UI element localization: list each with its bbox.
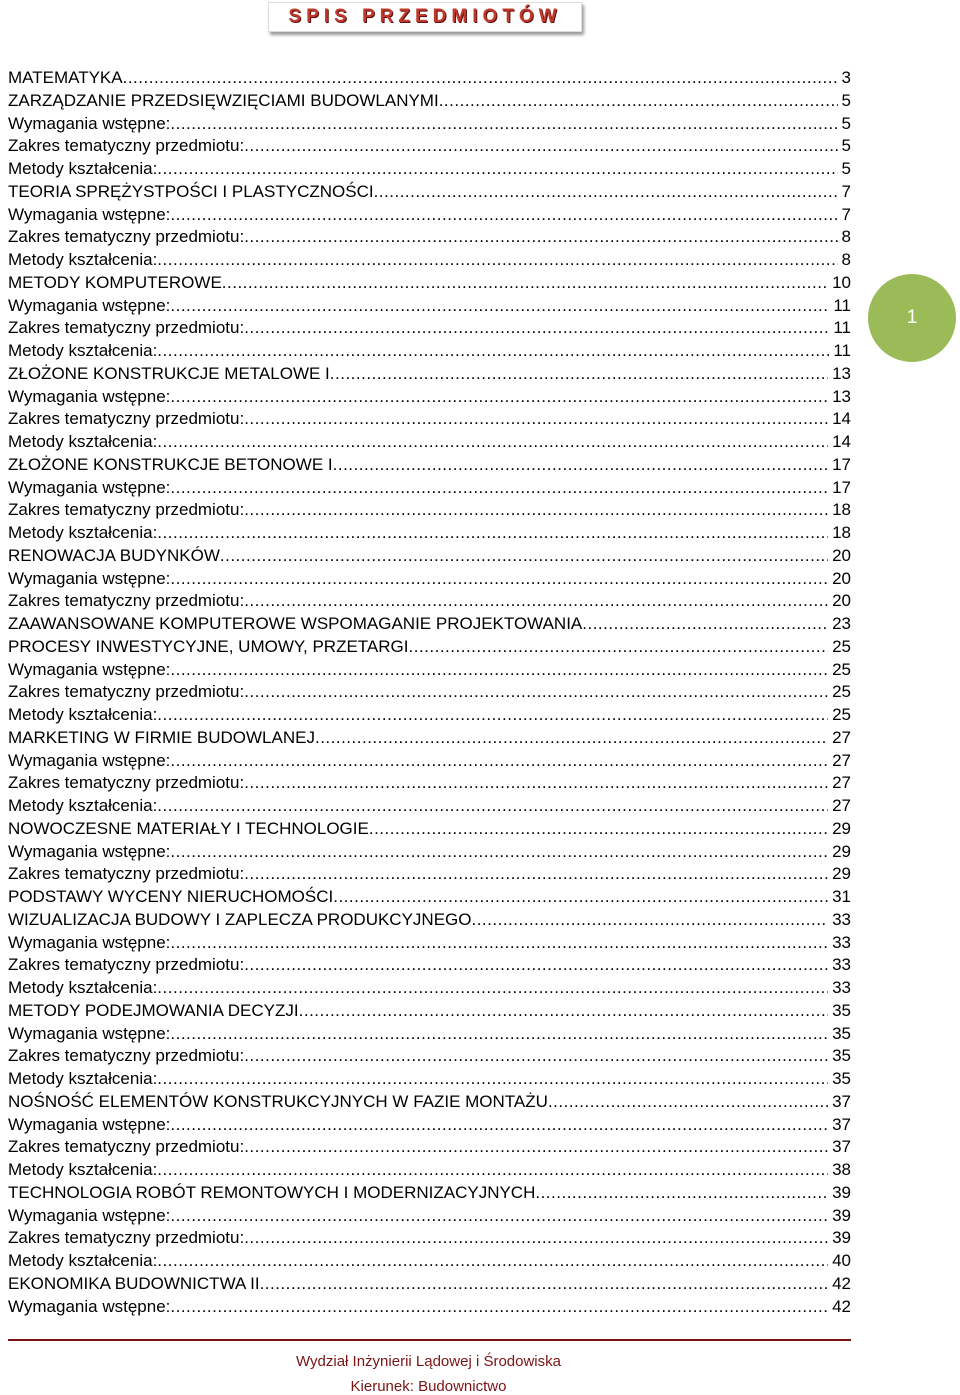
- toc-entry-page: 37: [832, 1137, 851, 1157]
- toc-entry-page: 42: [832, 1296, 851, 1316]
- toc-entry[interactable]: [8, 499, 851, 522]
- toc-dot-leader: [170, 841, 828, 864]
- toc-entry-label: ZŁOŻONE KONSTRUKCJE BETONOWE I: [8, 454, 333, 474]
- page-number-badge: [868, 274, 956, 362]
- toc-dot-leader: [333, 886, 828, 909]
- toc-entry-label: ZŁOŻONE KONSTRUKCJE METALOWE I: [8, 363, 330, 383]
- toc-entry-page: 35: [832, 1023, 851, 1043]
- footer-divider: [8, 1339, 851, 1341]
- toc-dot-leader: [244, 499, 828, 522]
- toc-dot-leader: [157, 431, 828, 454]
- toc-entry[interactable]: [8, 795, 851, 818]
- toc-entry-page: 13: [832, 386, 851, 406]
- toc-entry-page: 39: [832, 1228, 851, 1248]
- toc-entry-page: 33: [832, 955, 851, 975]
- toc-entry-label: Wymagania wstępne:: [8, 1296, 171, 1316]
- toc-dot-leader: [535, 1182, 828, 1205]
- toc-dot-leader: [170, 1023, 828, 1046]
- toc-dot-leader: [170, 932, 828, 955]
- toc-entry[interactable]: [8, 249, 851, 272]
- toc-entry-label: Wymagania wstępne:: [8, 1205, 171, 1225]
- toc-entry[interactable]: [8, 909, 851, 932]
- toc-entry-label: Zakres tematyczny przedmiotu:: [8, 136, 245, 156]
- toc-entry-label: Wymagania wstępne:: [8, 1023, 171, 1043]
- toc-entry[interactable]: [8, 1182, 851, 1205]
- toc-entry-label: Wymagania wstępne:: [8, 568, 171, 588]
- toc-dot-leader: [244, 135, 837, 158]
- toc-entry-page: 7: [841, 181, 851, 201]
- toc-entry-page: 23: [832, 614, 851, 633]
- toc-entry-label: Metody kształcenia:: [8, 978, 158, 997]
- table-of-contents: [8, 67, 851, 1318]
- toc-entry-label: Zakres tematyczny przedmiotu:: [8, 1046, 245, 1066]
- toc-dot-leader: [170, 1296, 828, 1319]
- toc-entry[interactable]: [8, 681, 851, 704]
- toc-entry-page: 13: [832, 363, 851, 383]
- toc-entry-label: Metody kształcenia:: [8, 1160, 158, 1179]
- toc-entry-label: METODY PODEJMOWANIA DECYZJI: [8, 1000, 299, 1020]
- toc-entry-page: 14: [832, 432, 851, 451]
- toc-dot-leader: [170, 113, 837, 136]
- toc-entry-label: Wymagania wstępne:: [8, 113, 171, 133]
- toc-entry-label: Wymagania wstępne:: [8, 295, 171, 315]
- toc-entry[interactable]: [8, 590, 851, 613]
- toc-entry-page: 3: [841, 68, 851, 87]
- toc-entry[interactable]: [8, 568, 851, 591]
- toc-dot-leader: [157, 704, 828, 727]
- toc-entry-page: 37: [832, 1091, 851, 1111]
- toc-dot-leader: [299, 1000, 828, 1023]
- toc-entry[interactable]: [8, 704, 851, 727]
- toc-dot-leader: [170, 659, 828, 682]
- toc-entry[interactable]: [8, 659, 851, 682]
- toc-entry-page: 35: [832, 1069, 851, 1088]
- toc-entry[interactable]: [8, 818, 851, 841]
- toc-dot-leader: [170, 1114, 828, 1137]
- toc-entry-page: 18: [832, 523, 851, 542]
- toc-entry[interactable]: [8, 1159, 851, 1182]
- toc-entry-label: NOŚNOŚĆ ELEMENTÓW KONSTRUKCYJNYCH W FAZIE MONTAŻU: [8, 1091, 548, 1111]
- page-number: 1: [906, 307, 918, 328]
- toc-entry-page: 25: [832, 682, 851, 702]
- toc-entry[interactable]: [8, 977, 851, 1000]
- toc-entry[interactable]: [8, 477, 851, 500]
- toc-entry-page: 20: [832, 568, 851, 588]
- toc-entry-page: 33: [832, 978, 851, 997]
- toc-dot-leader: [244, 954, 828, 977]
- toc-entry-label: ZARZĄDZANIE PRZEDSIĘWZIĘCIAMI BUDOWLANYMI: [8, 90, 439, 110]
- toc-dot-leader: [409, 636, 829, 659]
- toc-entry-label: Zakres tematyczny przedmiotu:: [8, 955, 245, 975]
- toc-entry-label: Wymagania wstępne:: [8, 841, 171, 861]
- toc-entry-page: 38: [832, 1160, 851, 1179]
- toc-entry[interactable]: [8, 1045, 851, 1068]
- toc-entry-page: 5: [841, 136, 851, 156]
- toc-dot-leader: [157, 249, 837, 272]
- toc-entry-label: Zakres tematyczny przedmiotu:: [8, 682, 245, 702]
- toc-dot-leader: [330, 363, 828, 386]
- toc-entry-page: 11: [833, 318, 851, 338]
- toc-entry[interactable]: [8, 1000, 851, 1023]
- toc-entry-label: Wymagania wstępne:: [8, 750, 171, 770]
- toc-entry-label: Metody kształcenia:: [8, 705, 158, 724]
- toc-entry-page: 39: [832, 1205, 851, 1225]
- toc-dot-leader: [157, 977, 828, 1000]
- toc-entry[interactable]: [8, 204, 851, 227]
- toc-entry-label: MATEMATYKA: [8, 68, 123, 87]
- toc-entry-label: PROCESY INWESTYCYJNE, UMOWY, PRZETARGI: [8, 636, 409, 656]
- toc-entry[interactable]: [8, 340, 851, 363]
- toc-entry-label: Wymagania wstępne:: [8, 204, 171, 224]
- toc-entry-label: MARKETING W FIRMIE BUDOWLANEJ: [8, 727, 315, 747]
- toc-entry-label: Wymagania wstępne:: [8, 1114, 171, 1134]
- toc-entry[interactable]: [8, 135, 851, 158]
- toc-entry[interactable]: [8, 1296, 851, 1319]
- toc-dot-leader: [170, 386, 828, 409]
- toc-entry[interactable]: [8, 613, 851, 636]
- toc-entry[interactable]: [8, 932, 851, 955]
- toc-entry[interactable]: [8, 1205, 851, 1228]
- toc-entry-page: 42: [832, 1273, 851, 1293]
- toc-dot-leader: [244, 772, 828, 795]
- toc-dot-leader: [222, 272, 828, 295]
- toc-dot-leader: [170, 1205, 828, 1228]
- toc-entry-label: Zakres tematyczny przedmiotu:: [8, 591, 245, 611]
- toc-entry-page: 27: [832, 727, 851, 747]
- toc-entry[interactable]: [8, 1273, 851, 1296]
- toc-entry-page: 33: [832, 932, 851, 952]
- toc-entry[interactable]: [8, 750, 851, 773]
- toc-dot-leader: [244, 226, 837, 249]
- toc-dot-leader: [157, 340, 829, 363]
- toc-entry-page: 8: [841, 227, 851, 247]
- toc-dot-leader: [220, 545, 828, 568]
- toc-entry[interactable]: [8, 67, 851, 90]
- toc-entry[interactable]: [8, 90, 851, 113]
- toc-entry[interactable]: [8, 772, 851, 795]
- toc-dot-leader: [157, 1250, 828, 1273]
- toc-entry-label: Metody kształcenia:: [8, 250, 158, 269]
- toc-entry-page: 11: [833, 341, 851, 360]
- toc-entry[interactable]: [8, 1114, 851, 1137]
- toc-entry-label: Zakres tematyczny przedmiotu:: [8, 409, 245, 429]
- toc-dot-leader: [244, 1136, 828, 1159]
- toc-entry-page: 5: [841, 113, 851, 133]
- toc-entry-label: Metody kształcenia:: [8, 341, 158, 360]
- toc-entry-page: 17: [832, 454, 851, 474]
- page-title: SPIS PRZEDMIOTÓW: [288, 6, 562, 27]
- toc-dot-leader: [439, 90, 838, 113]
- toc-dot-leader: [157, 1159, 828, 1182]
- toc-entry-page: 35: [832, 1046, 851, 1066]
- toc-entry-page: 27: [832, 773, 851, 793]
- toc-entry-page: 20: [832, 545, 851, 565]
- footer-field-of-study: Kierunek: Budownictwo: [350, 1378, 507, 1395]
- footer-department: Wydział Inżynierii Lądowej i Środowiska: [296, 1353, 561, 1370]
- toc-entry[interactable]: [8, 954, 851, 977]
- toc-entry-page: 39: [832, 1182, 851, 1202]
- toc-entry-page: 18: [832, 500, 851, 520]
- toc-entry-label: Zakres tematyczny przedmiotu:: [8, 864, 245, 884]
- toc-entry-label: Zakres tematyczny przedmiotu:: [8, 227, 245, 247]
- toc-entry-label: Wymagania wstępne:: [8, 932, 171, 952]
- toc-entry-page: 5: [841, 90, 851, 110]
- toc-entry-label: Metody kształcenia:: [8, 432, 158, 451]
- toc-dot-leader: [170, 295, 829, 318]
- toc-entry[interactable]: [8, 1023, 851, 1046]
- toc-dot-leader: [170, 750, 828, 773]
- toc-entry-label: Zakres tematyczny przedmiotu:: [8, 318, 245, 338]
- toc-dot-leader: [170, 204, 837, 227]
- toc-entry-page: 25: [832, 659, 851, 679]
- toc-entry-page: 8: [841, 250, 851, 269]
- toc-entry-page: 10: [832, 272, 851, 292]
- toc-dot-leader: [157, 522, 828, 545]
- toc-entry-label: Metody kształcenia:: [8, 1069, 158, 1088]
- toc-entry[interactable]: [8, 158, 851, 181]
- toc-entry-page: 25: [832, 636, 851, 656]
- toc-entry[interactable]: [8, 1136, 851, 1159]
- toc-entry-page: 17: [832, 477, 851, 497]
- toc-dot-leader: [471, 909, 828, 932]
- toc-entry[interactable]: [8, 408, 851, 431]
- toc-entry-page: 27: [832, 750, 851, 770]
- toc-entry[interactable]: [8, 727, 851, 750]
- toc-entry[interactable]: [8, 636, 851, 659]
- toc-entry-label: WIZUALIZACJA BUDOWY I ZAPLECZA PRODUKCYJNEGO: [8, 909, 472, 929]
- toc-entry-page: 14: [832, 409, 851, 429]
- toc-dot-leader: [244, 863, 828, 886]
- toc-entry[interactable]: [8, 181, 851, 204]
- toc-entry-label: Zakres tematyczny przedmiotu:: [8, 773, 245, 793]
- toc-entry-label: Zakres tematyczny przedmiotu:: [8, 1137, 245, 1157]
- toc-dot-leader: [333, 454, 828, 477]
- toc-entry-label: Wymagania wstępne:: [8, 386, 171, 406]
- toc-entry-label: Zakres tematyczny przedmiotu:: [8, 1228, 245, 1248]
- toc-entry-label: ZAAWANSOWANE KOMPUTEROWE WSPOMAGANIE PROJEKTOWANIA: [8, 614, 583, 633]
- toc-entry-page: 31: [832, 887, 851, 906]
- toc-dot-leader: [244, 681, 828, 704]
- toc-dot-leader: [244, 1227, 828, 1250]
- toc-entry-label: NOWOCZESNE MATERIAŁY I TECHNOLOGIE: [8, 818, 369, 838]
- toc-dot-leader: [244, 1045, 828, 1068]
- toc-entry[interactable]: [8, 522, 851, 545]
- toc-dot-leader: [548, 1091, 828, 1114]
- toc-entry-label: PODSTAWY WYCENY NIERUCHOMOŚCI: [8, 887, 334, 906]
- toc-entry-label: METODY KOMPUTEROWE: [8, 272, 222, 292]
- toc-entry-page: 37: [832, 1114, 851, 1134]
- toc-entry-page: 40: [832, 1251, 851, 1270]
- toc-entry-label: EKONOMIKA BUDOWNICTWA II: [8, 1273, 260, 1293]
- toc-dot-leader: [157, 1068, 828, 1091]
- toc-entry[interactable]: [8, 454, 851, 477]
- toc-entry-label: Wymagania wstępne:: [8, 477, 171, 497]
- toc-entry[interactable]: [8, 295, 851, 318]
- toc-entry-page: 11: [833, 295, 851, 315]
- toc-entry-label: TEORIA SPRĘŻYSTPOŚCI I PLASTYCZNOŚCI: [8, 181, 374, 201]
- toc-entry-label: Metody kształcenia:: [8, 523, 158, 542]
- toc-dot-leader: [582, 613, 828, 636]
- toc-dot-leader: [157, 795, 828, 818]
- toc-entry-page: 20: [832, 591, 851, 611]
- toc-entry-label: Wymagania wstępne:: [8, 659, 171, 679]
- toc-dot-leader: [170, 568, 828, 591]
- toc-entry-page: 33: [832, 909, 851, 929]
- toc-entry[interactable]: [8, 841, 851, 864]
- toc-entry[interactable]: [8, 113, 851, 136]
- toc-dot-leader: [157, 158, 837, 181]
- title-box: [268, 2, 582, 32]
- toc-entry-page: 35: [832, 1000, 851, 1020]
- toc-entry[interactable]: [8, 1250, 851, 1273]
- toc-dot-leader: [374, 181, 838, 204]
- toc-entry[interactable]: [8, 317, 851, 340]
- toc-entry-page: 29: [832, 841, 851, 861]
- toc-dot-leader: [244, 590, 828, 613]
- toc-entry[interactable]: [8, 431, 851, 454]
- toc-entry-label: TECHNOLOGIA ROBÓT REMONTOWYCH I MODERNIZACYJNYCH: [8, 1182, 536, 1202]
- toc-dot-leader: [369, 818, 828, 841]
- toc-entry[interactable]: [8, 226, 851, 249]
- toc-entry-page: 25: [832, 705, 851, 724]
- toc-entry-page: 27: [832, 796, 851, 815]
- toc-entry[interactable]: [8, 272, 851, 295]
- toc-entry-page: 5: [841, 159, 851, 178]
- toc-dot-leader: [244, 317, 829, 340]
- toc-entry[interactable]: [8, 363, 851, 386]
- toc-entry[interactable]: [8, 863, 851, 886]
- toc-entry-label: Metody kształcenia:: [8, 1251, 158, 1270]
- toc-entry-label: Metody kształcenia:: [8, 796, 158, 815]
- toc-dot-leader: [315, 727, 828, 750]
- toc-entry[interactable]: [8, 545, 851, 568]
- toc-entry[interactable]: [8, 886, 851, 909]
- toc-dot-leader: [244, 408, 828, 431]
- toc-entry-label: Metody kształcenia:: [8, 159, 158, 178]
- toc-entry-label: RENOWACJA BUDYNKÓW: [8, 545, 220, 565]
- toc-dot-leader: [260, 1273, 829, 1296]
- toc-entry[interactable]: [8, 1227, 851, 1250]
- toc-entry-page: 29: [832, 864, 851, 884]
- toc-entry[interactable]: [8, 386, 851, 409]
- toc-entry-label: Zakres tematyczny przedmiotu:: [8, 500, 245, 520]
- toc-dot-leader: [123, 67, 838, 90]
- toc-dot-leader: [170, 477, 828, 500]
- toc-entry-page: 7: [841, 204, 851, 224]
- toc-entry[interactable]: [8, 1068, 851, 1091]
- toc-entry-page: 29: [832, 818, 851, 838]
- toc-entry[interactable]: [8, 1091, 851, 1114]
